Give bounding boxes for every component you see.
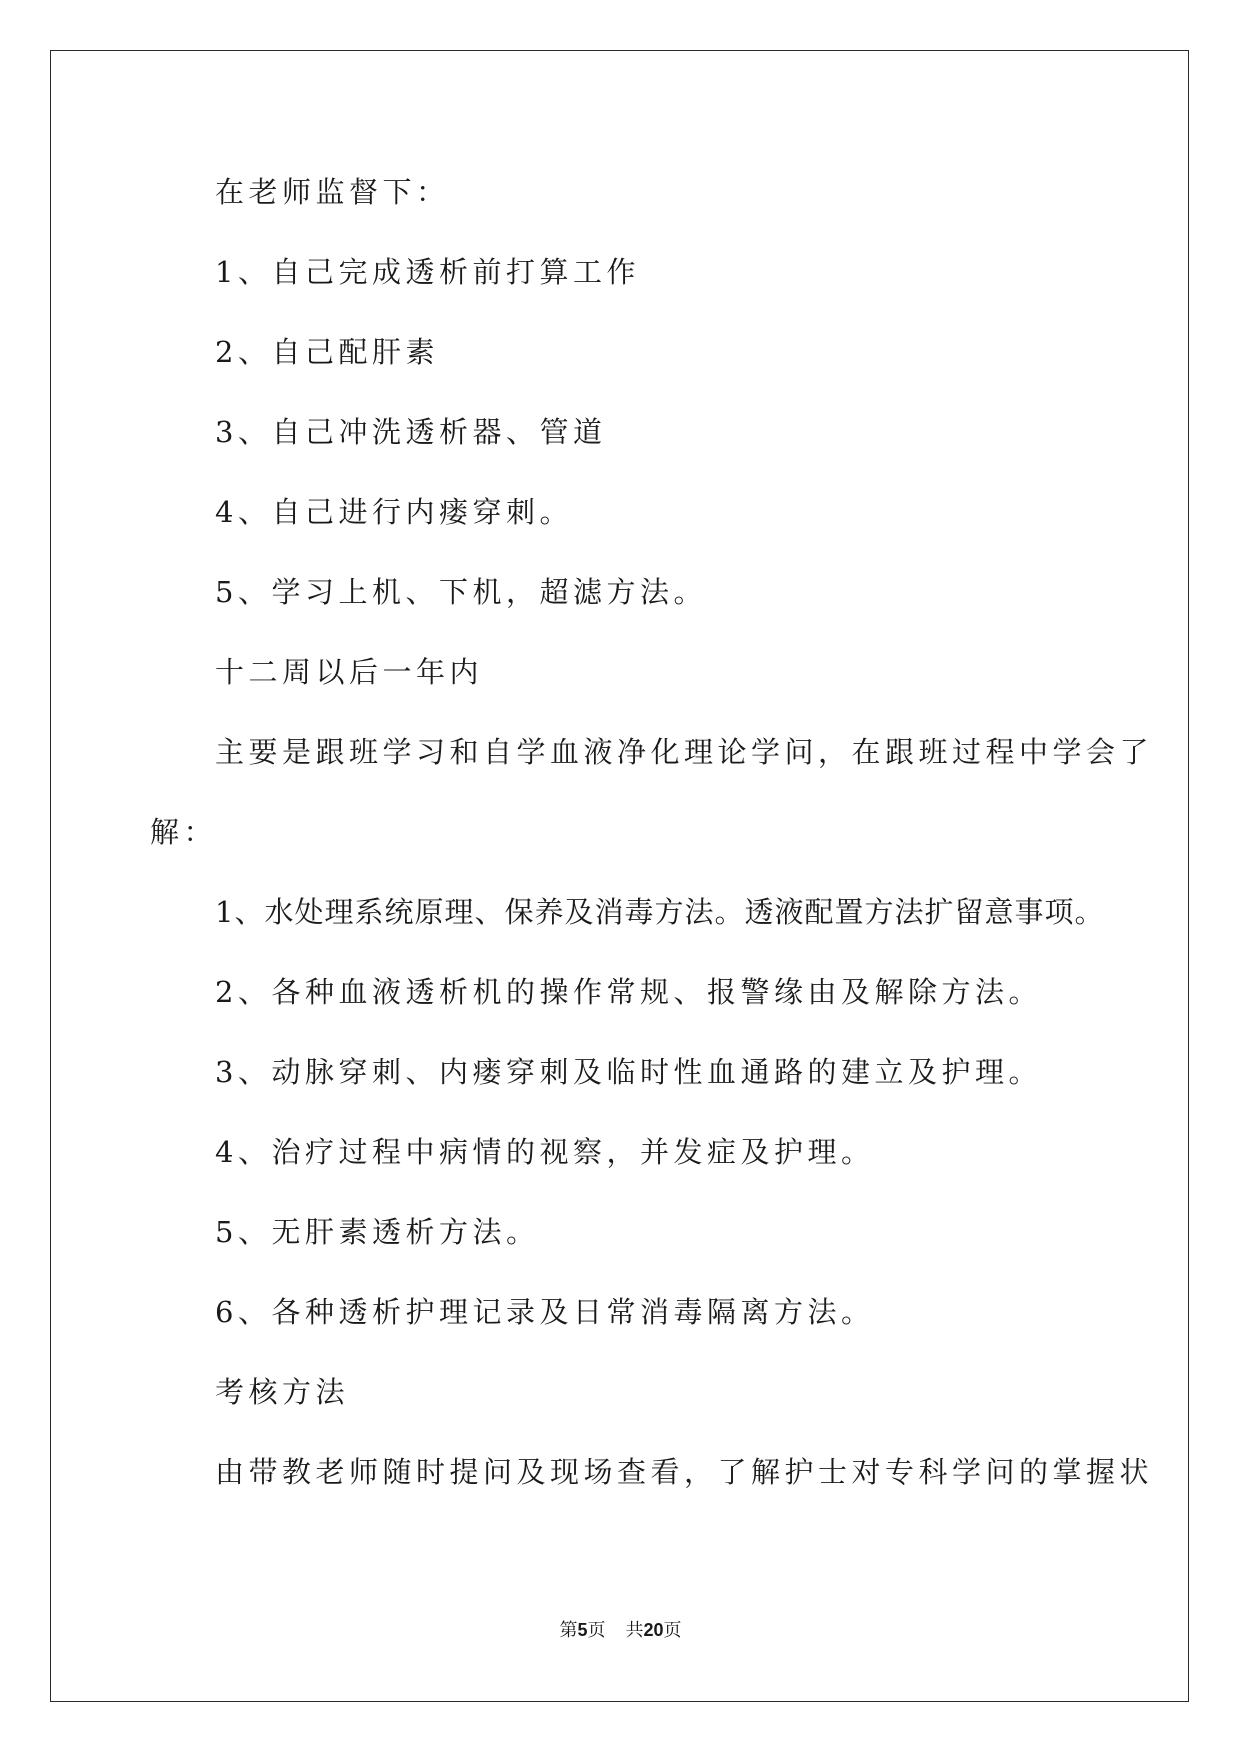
text-line: 3、动脉穿刺、内瘘穿刺及临时性血通路的建立及护理。: [215, 1055, 1042, 1089]
text-line: 1、水处理系统原理、保养及消毒方法。透液配置方法扩留意事项。: [215, 895, 1105, 929]
text-line: 5、无肝素透析方法。: [215, 1215, 540, 1249]
section-heading: 十二周以后一年内: [215, 655, 484, 689]
page-number: 5: [577, 1620, 588, 1640]
text-line: 1、自己完成透析前打算工作: [215, 255, 640, 289]
text-line: 3、自己冲洗透析器、管道: [215, 415, 607, 449]
total-pages: 20: [643, 1620, 664, 1640]
paragraph-line: 由带教老师随时提问及现场查看，了解护士对专科学问的掌握状: [215, 1455, 1154, 1489]
paragraph-line: 解：: [150, 815, 218, 849]
paragraph-line: 主要是跟班学习和自学血液净化理论学问，在跟班过程中学会了: [215, 735, 1154, 769]
text-line: 4、治疗过程中病情的视察，并发症及护理。: [215, 1135, 875, 1169]
text-line: 4、自己进行内瘘穿刺。: [215, 495, 573, 529]
text-line: 2、自己配肝素: [215, 335, 439, 369]
text-line: 2、各种血液透析机的操作常规、报警缘由及解除方法。: [215, 975, 1042, 1009]
total-suffix: 页: [663, 1620, 682, 1641]
total-prefix: 共: [625, 1620, 644, 1641]
page-footer: [0, 1618, 1241, 1643]
text-line: 6、各种透析护理记录及日常消毒隔离方法。: [215, 1295, 875, 1329]
section-heading: 考核方法: [215, 1375, 350, 1409]
page-prefix: 第: [559, 1620, 578, 1641]
text-line: 5、学习上机、下机，超滤方法。: [215, 575, 707, 609]
text-line: 在老师监督下：: [215, 175, 450, 209]
page-suffix: 页: [587, 1620, 606, 1641]
